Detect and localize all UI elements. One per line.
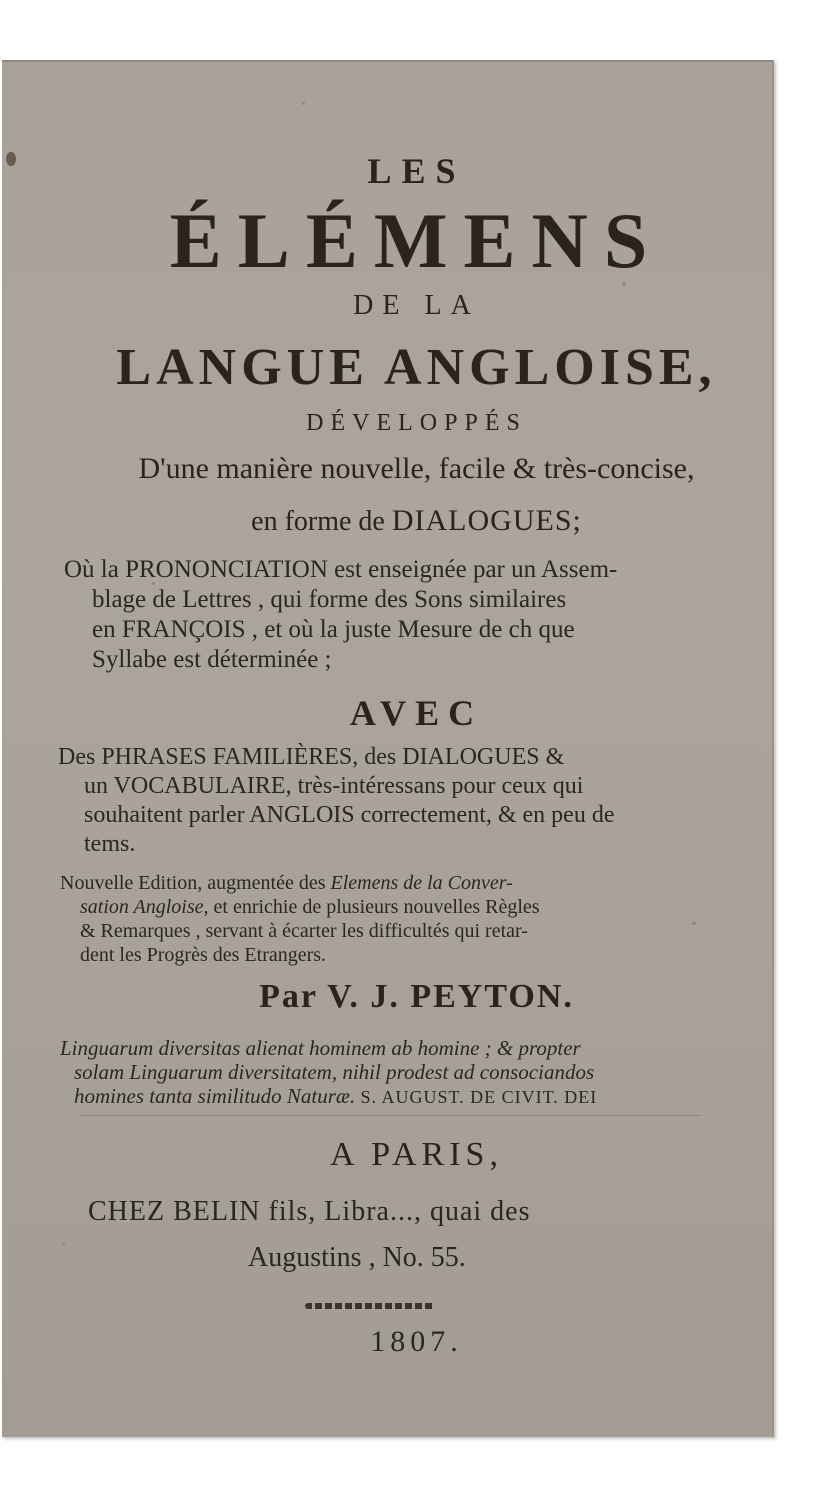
phrases-line-4: tems.	[84, 831, 136, 857]
imprint-place: A PARIS,	[330, 1136, 503, 1173]
edition-text-2: , et enrichie de plusieurs nouvelles Règles	[203, 896, 540, 918]
edition-line-4: dent les Progrès des Etrangers.	[80, 944, 327, 966]
subtitle-forme	[0, 504, 833, 538]
phrases-line-1: Des PHRASES FAMILIÈRES, des DIALOGUES &	[58, 744, 565, 770]
subtitle-dialogues: DIALOGUES;	[391, 504, 582, 537]
epigraph-line-3	[74, 1084, 597, 1109]
paper-speck	[302, 102, 305, 105]
title-developpes: DÉVELOPPÉS	[306, 410, 527, 436]
edition-text-1: Nouvelle Edition, augmentée des	[60, 872, 326, 894]
phrases-line-2: un VOCABULAIRE, très-intéressans pour ceux qui	[84, 773, 584, 799]
title-de-la: DE LA	[353, 290, 480, 321]
paper-speck	[62, 1242, 65, 1245]
ornamental-rule	[305, 1303, 435, 1309]
title-avec: AVEC	[349, 693, 484, 733]
title-les: LES	[367, 151, 466, 191]
phrases-line-3: souhaitent parler ANGLOIS correctement, & en peu de	[84, 802, 615, 828]
prononciation-line-3: en FRANÇOIS , et où la juste Mesure de ch que	[92, 616, 575, 643]
author-line: Par V. J. PEYTON.	[259, 978, 574, 1015]
title-elemens: ÉLÉMENS	[169, 197, 664, 284]
subtitle-maniere: D'une manière nouvelle, facile & très-concise,	[138, 452, 695, 485]
subtitle-forme-text: en forme de	[251, 506, 385, 537]
imprint-publisher-2: Augustins , No. 55.	[248, 1242, 466, 1273]
edition-title-part-1: Elemens de la Conver-	[330, 872, 513, 894]
paper-speck	[692, 922, 696, 925]
edition-line-3: & Remarques , servant à écarter les difficultés qui retar-	[80, 920, 528, 942]
epigraph-text-3: homines tanta similitudo Naturæ.	[74, 1084, 356, 1108]
edition-line-1	[60, 872, 513, 895]
imprint-publisher-1: CHEZ BELIN fils, Libra..., quai des	[88, 1196, 531, 1227]
imprint-year: 1807.	[370, 1325, 463, 1358]
prononciation-line-2: blage de Lettres , qui forme des Sons similaires	[92, 586, 567, 613]
epigraph-line-2: solam Linguarum diversitatem, nihil prodest ad consociandos	[74, 1060, 595, 1084]
prononciation-line-1: Où la PRONONCIATION est enseignée par un Assem-	[64, 556, 618, 583]
prononciation-line-4: Syllabe est déterminée ;	[92, 646, 332, 673]
edition-line-2	[80, 896, 540, 919]
title-langue-angloise: LANGUE ANGLOISE,	[116, 339, 717, 396]
edition-title-part-2: sation Angloise	[80, 896, 204, 918]
epigraph-line-1: Linguarum diversitas alienat hominem ab homine ; & propter	[60, 1036, 581, 1060]
epigraph-attribution: S. AUGUST. DE CIVIT. DEI	[360, 1087, 598, 1107]
